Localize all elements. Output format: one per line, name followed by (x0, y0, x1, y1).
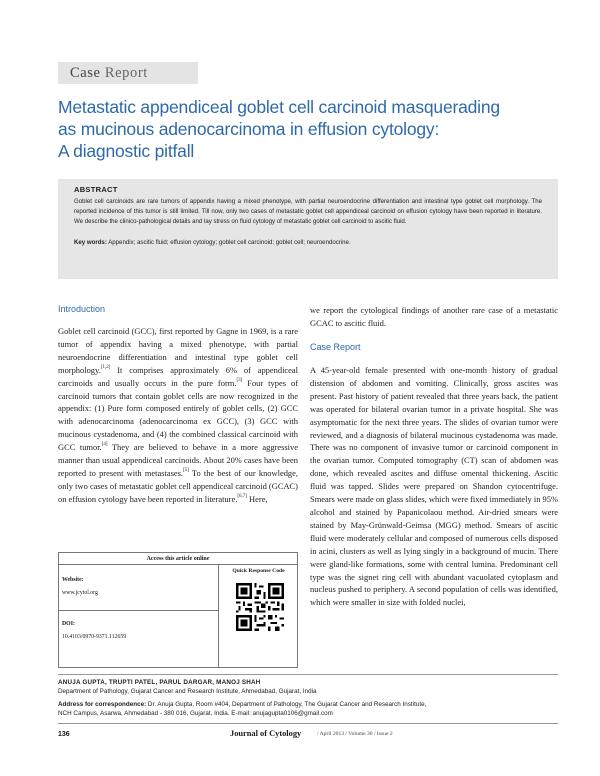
abstract-box (58, 179, 558, 279)
author-block (58, 678, 558, 697)
title-line-3: A diagnostic pitfall (58, 141, 195, 161)
intro-text-c: Four types of carcinoid tumors that contain goblet cells are now recognized in the appendix: (1) Pure form composed entirely of goblet cells, (2) GCC with adenocarcinoma (adenocarcinoma ex GCC), (3) GCC with mucinous cystadenoma, and (4) the combined classical carcinoid with GCC tumor. (58, 377, 299, 453)
intro-text-e: To the best of our knowledge, only two cases of metastatic goblet cell appendiceal carcinoid (GCAC) on effusion cytology have been reported in literature. (58, 467, 299, 504)
ref-5[interactable]: [5] (183, 467, 189, 473)
issue-info: / April 2013 / Volume 30 / Issue 2 (317, 731, 393, 737)
right-intro (310, 304, 558, 330)
case-report-text: A 45-year-old female presented with one-month history of gradual distension of abdomen and vomiting. Clinically, gross ascites was present. Past history of patient revealed that three years back, the patient was operated for bilateral ovarian tumor in a private hospital. She was asymptomatic for the next three years. The slides of ovarian tumor were reviewed, and a diagnosis of bilateral mucinous cystadenoma was made. There was no component of invasive tumor or carcinoid component in the ovarian tumor. Computed tomography (CT) scan of abdomen was done, which revealed ascites and diffuse omental thickening. Ascitic fluid was tapped. Slides were prepared on Shandon cytocentrifuge. Smears were made on glass slides, which were fixed immediately in 95% alcohol and stained by Papanicolaou method. Air-dried smears were stained by May-Grünwald-Geimsa (MGG) method. Smears of ascitic fluid were moderately cellular and composed of numerous cells disposed in acini, clusters as well as lying singly in a background of mucin. There were gland-like formations, some with central lumina. Predominant cell type was the signet ring cell with abundant vacuolated cytoplasm and nucleus pushed to periphery. A second population of cells was identified, which were smaller in size with folded nuclei, (310, 365, 558, 608)
access-info (59, 565, 219, 668)
introduction-paragraph (58, 325, 298, 506)
keywords-label: Key words: (74, 238, 107, 246)
qr-label: Quick Response Code (232, 568, 285, 574)
ref-6-7[interactable]: [6,7] (237, 493, 247, 499)
abstract-text: Goblet cell carcinoids are rare tumors of appendix having a mixed phenotype, with partial neuroendocrine differentiation and intestinal type goblet cell morphology. The reported incidence of this tumor is still limited. Till now, only two cases of metastatic goblet cell appendiceal carcinoid on effusion cytology have been reported in literature. We describe the clinico-pathological details and lay stress on fluid cytology of metastatic goblet cell carcinoid to ascitic fluid. (74, 198, 542, 226)
intro-text-f: Here, (246, 493, 268, 504)
introduction-body (58, 325, 298, 506)
access-online-box (58, 552, 298, 668)
correspondence-line2: NCH Campus, Asarwa, Ahmedabad - 380 016, Gujarat, India. E-mail: anujagupta0106@gmail.com (58, 710, 333, 718)
section-tag (58, 62, 198, 84)
website-link[interactable]: www.jcytol.org (62, 590, 98, 596)
intro-text-d: They are believed to behave in a more aggressive manner than usual appendiceal carcinoids. About 20% cases have been reported to present with metastases. (58, 442, 298, 478)
qr-code-icon[interactable] (236, 583, 284, 631)
intro-text-a: Goblet cell carcinoid (GCC), first reported by Gagne in 1969, is a rare tumor of appendix having a mixed phenotype, with partial neuroendocrine differentiation and intestinal type goblet cell morphology. (58, 326, 298, 375)
ref-3[interactable]: [3] (236, 377, 243, 383)
author-department: Department of Pathology, Gujarat Cancer and Research Institute, Ahmedabad, Gujarat, India (58, 688, 317, 696)
footer-rule (58, 723, 558, 724)
divider (59, 610, 219, 611)
title-line-1: Metastatic appendiceal goblet cell carcinoid masquerading (58, 97, 500, 117)
doi-label: DOI: (62, 621, 75, 627)
access-title: Access this article online (59, 553, 297, 565)
correspondence-block (58, 700, 558, 719)
footnote-rule (58, 674, 558, 675)
section-tag-word1: Case (70, 65, 101, 81)
ref-4[interactable]: [4] (101, 442, 108, 448)
correspondence-label: Address for correspondence: (58, 701, 147, 708)
right-intro-text: we report the cytological findings of another rare case of a metastatic GCAC to ascitic fluid. (310, 305, 558, 328)
introduction-heading: Introduction (58, 304, 106, 314)
case-report-heading: Case Report (310, 342, 361, 352)
doi-value[interactable]: 10.4103/0970-9371.112659 (62, 634, 127, 640)
author-names: ANUJA GUPTA, TRUPTI PATEL, PARUL DARGAR, MANOJ SHAH (58, 679, 261, 686)
ref-1-2[interactable]: [1,2] (100, 364, 111, 370)
case-report-body (310, 364, 558, 609)
article-title (58, 96, 558, 162)
journal-name: Journal of Cytology (230, 729, 302, 738)
keywords (74, 238, 542, 248)
correspondence-text: Dr. Anuja Gupta, Room #404, Department of Pathology, The Gujarat Cancer and Research Institute, (146, 701, 427, 708)
keywords-list: Appendix; ascitic fluid; effusion cytology; goblet cell carcinoid; goblet cell; neuroendocrine. (106, 238, 351, 246)
page-number: 136 (58, 731, 70, 738)
website-label: Website: (62, 577, 84, 583)
intro-text-b: It comprises approximately 6% of appendiceal carcinoids and usually occurs in the pure form. (58, 364, 298, 388)
title-line-2: as mucinous adenocarcinoma in effusion cytology: (58, 119, 440, 139)
qr-panel (219, 565, 298, 668)
section-tag-word2: Report (104, 65, 148, 81)
abstract-heading: ABSTRACT (74, 185, 118, 194)
